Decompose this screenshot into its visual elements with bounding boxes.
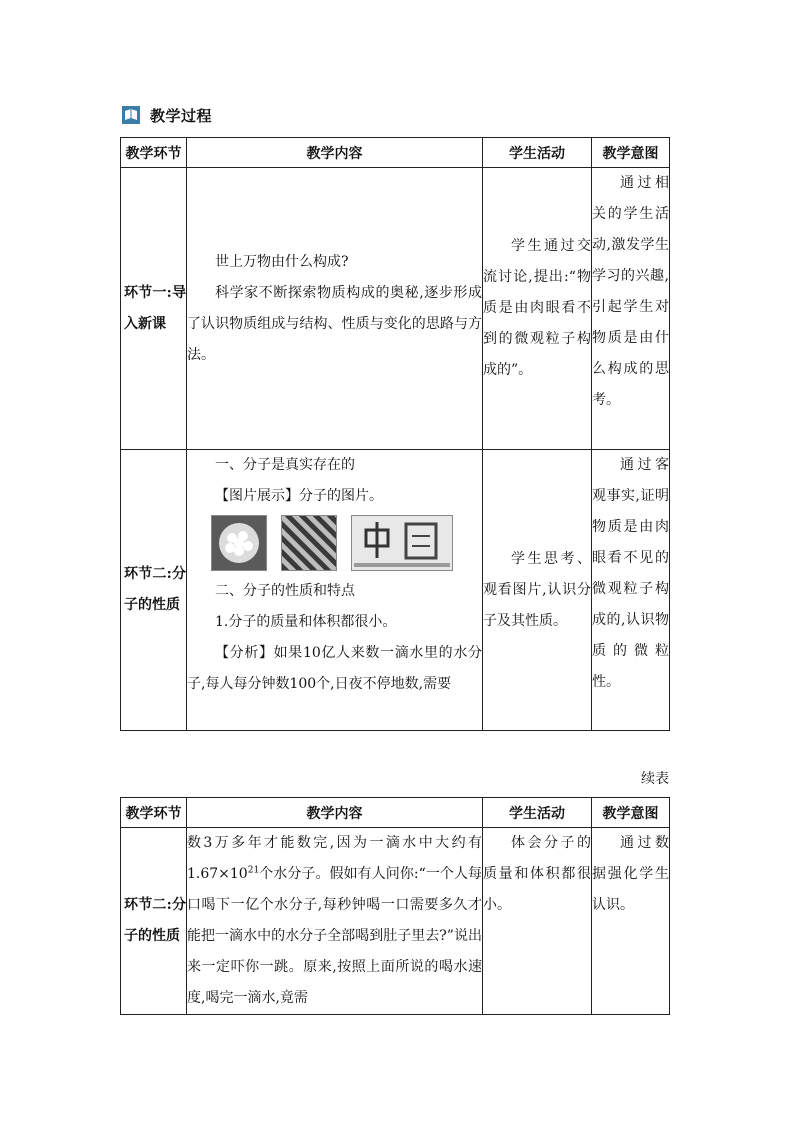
header-content: 教学内容 [187,138,483,168]
content-paragraph: 【图片展示】分子的图片。 [215,488,383,504]
segment-cell: 环节二:分子的性质 [121,828,187,1015]
table-row [121,450,670,731]
content-paragraph: 世上万物由什么构成? [215,253,349,270]
lesson-table [120,137,670,731]
activity-cell: 体会分子的质量和体积都很小。 [483,828,592,1015]
lesson-table-continued [120,797,670,1015]
content-paragraph: 科学家不断探索物质构成的奥秘,逐步形成了认识物质组成与结构、性质与变化的思路与方法。 [187,284,482,363]
segment-cell: 环节二:分子的性质 [121,450,187,731]
continued-label: 续表 [641,771,669,787]
header-content: 教学内容 [187,798,483,828]
activity-cell: 学生思考、观看图片,认识分子及其性质。 [483,450,592,731]
molecule-lattice-image [281,515,337,571]
intent-cell: 通过数据强化学生认识。 [592,828,670,1015]
header-activity: 学生活动 [483,138,592,168]
section-header [121,103,212,127]
content-paragraph: 一、分子是真实存在的 [215,457,355,473]
content-paragraph: 1.分子的质量和体积都很小。 [215,614,397,630]
molecule-image [211,515,267,571]
activity-cell: 学生通过交流讨论,提出:“物质是由肉眼看不到的微观粒子构成的”。 [483,168,592,450]
section-title: 教学过程 [150,106,213,125]
molecule-images [187,514,482,572]
header-segment: 教学环节 [121,138,187,168]
book-icon [121,105,141,125]
content-paragraph: 【分析】如果10亿人来数一滴水里的水分子,每人每分钟数100个,日夜不停地数,需要 [187,645,482,692]
table-row [121,168,670,450]
table-header-row [121,138,670,168]
header-intent: 教学意图 [592,798,670,828]
content-cell [187,450,483,731]
content-text-b: 个水分子。假如有人问你:“一个人每口喝下一亿个水分子,每秒钟喝一口需要多久才能把一滴水中的水分子全部喝到肚子里去?”说出来一定吓你一跳。原来,按照上面所说的喝水速度,喝完一滴水,竟需 [187,866,482,1006]
exponent: 21 [247,865,260,876]
intent-cell: 通过客观事实,证明物质是由肉眼看不见的微观粒子构成的,认识物质的微粒性。 [592,450,670,731]
content-cell [187,828,483,1015]
table-row [121,828,670,1015]
content-cell [187,168,483,450]
header-intent: 教学意图 [592,138,670,168]
header-segment: 教学环节 [121,798,187,828]
table-header-row [121,798,670,828]
molecule-characters-image [351,515,453,571]
intent-cell: 通过相关的学生活动,激发学生学习的兴趣,引起学生对物质是由什么构成的思考。 [592,168,670,450]
header-activity: 学生活动 [483,798,592,828]
content-text-a: 数3万多年才能数完,因为一滴水中大约有1.67×10 [187,835,482,882]
content-paragraph: 二、分子的性质和特点 [215,583,355,599]
segment-cell: 环节一:导入新课 [121,168,187,450]
